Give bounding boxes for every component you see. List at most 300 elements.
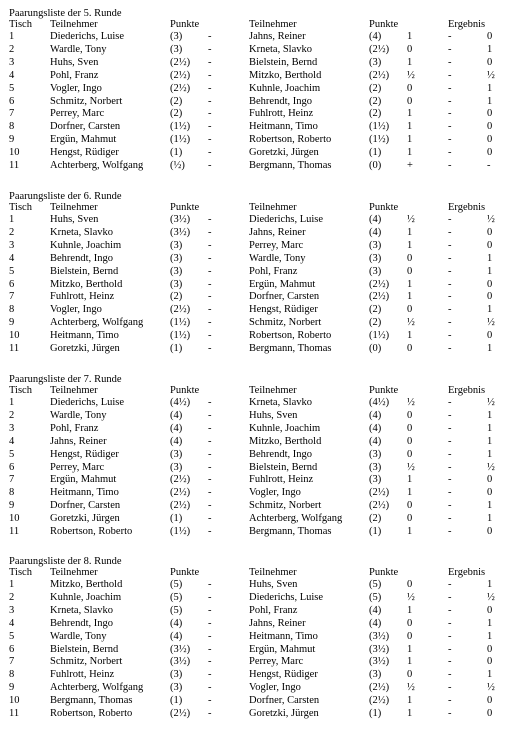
player-1-name: Vogler, Ingo [50,304,102,316]
result-player-1: 1 [407,239,413,251]
player-2-name: Kuhnle, Joachim [249,422,321,434]
table-number: 6 [9,461,15,473]
result-dash: - [448,317,452,329]
player-2-name: Behrendt, Ingo [249,95,312,107]
player-2-name: Ergün, Mahmut [249,643,316,655]
player-2-name: Mitzko, Berthold [249,69,322,81]
pairing-row [0,424,508,436]
result-dash: - [448,435,452,447]
player-1-name: Robertson, Roberto [50,708,133,719]
player-2-name: Schmitz, Norbert [249,317,322,329]
result-dash: - [448,304,452,316]
result-player-2: 1 [487,513,493,525]
pairing-dash: - [208,422,212,434]
result-dash: - [448,682,452,694]
player-2-points: (5) [369,579,382,590]
pairing-dash: - [208,591,212,603]
player-1-points: (5) [170,604,183,616]
pairing-dash: - [208,317,212,329]
player-2-points: (3) [369,448,382,460]
player-2-points: (2½) [369,487,390,499]
pairing-row [0,488,508,500]
header-punkte: Punkte [369,567,399,578]
pairing-dash: - [208,617,212,629]
table-number: 7 [9,108,15,120]
table-number: 4 [9,435,15,447]
player-2-name: Bergmann, Thomas [249,160,332,171]
pairing-row [0,58,508,70]
result-player-1: 0 [407,409,413,421]
player-2-points: (2½) [369,500,390,512]
pairing-row [0,32,508,44]
player-2-points: (4) [369,422,382,434]
pairing-row [0,411,508,423]
player-1-name: Perrey, Marc [50,461,105,473]
player-1-points: (2½) [170,69,191,81]
pairing-dash: - [208,461,212,473]
result-dash: - [448,500,452,512]
result-player-1: 1 [407,31,413,42]
player-1-name: Heitmann, Timo [50,487,119,499]
player-1-name: Ergün, Mahmut [50,474,117,486]
pairing-dash: - [208,526,212,537]
result-player-1: 1 [407,134,413,146]
player-2-points: (2½) [369,291,390,303]
player-2-points: (2) [369,317,382,329]
pairing-dash: - [208,278,212,290]
result-dash: - [448,397,452,408]
result-player-1: 1 [407,278,413,290]
header-tisch: Tisch [9,202,32,213]
player-1-name: Hengst, Rüdiger [50,448,119,460]
pairing-row [0,683,508,695]
player-1-points: (2½) [170,82,191,94]
header-punkte: Punkte [170,385,200,396]
pairing-dash: - [208,82,212,94]
result-player-2: 0 [487,31,493,42]
pairing-dash: - [208,669,212,681]
header-punkte: Punkte [170,567,200,578]
player-1-points: (2½) [170,304,191,316]
player-2-name: Achterberg, Wolfgang [249,513,343,525]
table-number: 10 [9,330,20,342]
player-2-name: Dorfner, Carsten [249,695,320,707]
table-number: 11 [9,343,20,354]
player-1-name: Achterberg, Wolfgang [50,160,144,171]
player-2-points: (3) [369,239,382,251]
table-number: 1 [9,31,15,42]
pairing-row [0,657,508,669]
pairing-row [0,45,508,57]
player-1-name: Perrey, Marc [50,108,105,120]
player-1-name: Pohl, Franz [50,422,99,434]
result-player-2: 0 [487,526,493,537]
player-1-name: Schmitz, Norbert [50,95,123,107]
pairing-dash: - [208,147,212,159]
pairing-row [0,215,508,227]
result-player-1: ½ [407,69,415,81]
table-number: 5 [9,448,15,460]
pairing-row [0,241,508,253]
player-2-points: (2) [369,95,382,107]
pairing-row [0,161,508,173]
player-2-name: Goretzki, Jürgen [249,708,319,719]
result-dash: - [448,239,452,251]
player-2-name: Fuhlrott, Heinz [249,108,314,120]
player-2-points: (4) [369,31,382,42]
header-tisch: Tisch [9,19,32,30]
table-number: 10 [9,695,20,707]
player-1-points: (2½) [170,474,191,486]
pairing-dash: - [208,448,212,460]
result-dash: - [448,591,452,603]
player-2-name: Hengst, Rüdiger [249,304,318,316]
header-teilnehmer: Teilnehmer [50,567,98,578]
player-2-name: Dorfner, Carsten [249,291,320,303]
result-player-1: 0 [407,500,413,512]
table-number: 7 [9,656,15,668]
result-player-1: ½ [407,317,415,329]
player-2-name: Krneta, Slavko [249,397,312,408]
player-1-points: (2) [170,291,183,303]
pairing-row [0,475,508,487]
player-2-points: (4) [369,617,382,629]
result-player-1: 0 [407,343,413,354]
pairing-dash: - [208,500,212,512]
table-number: 7 [9,474,15,486]
player-2-points: (3½) [369,656,390,668]
result-player-1: 1 [407,56,413,68]
pairing-row [0,254,508,266]
result-player-2: 1 [487,43,493,55]
result-player-1: 0 [407,617,413,629]
player-2-points: (4) [369,435,382,447]
result-player-2: ½ [487,69,495,81]
pairing-row [0,109,508,121]
result-player-1: 1 [407,708,413,719]
result-dash: - [448,604,452,616]
pairing-row [0,593,508,605]
table-number: 11 [9,526,20,537]
result-player-2: 1 [487,630,493,642]
result-dash: - [448,643,452,655]
result-player-2: 0 [487,643,493,655]
player-1-points: (½) [170,160,185,171]
round-title: Paarungsliste der 5. Runde [9,8,122,19]
header-teilnehmer: Teilnehmer [249,385,297,396]
player-2-points: (2½) [369,278,390,290]
table-number: 3 [9,56,15,68]
header-punkte: Punkte [170,202,200,213]
result-player-2: 0 [487,108,493,120]
result-player-2: 1 [487,669,493,681]
player-2-points: (0) [369,160,382,171]
player-1-name: Heitmann, Timo [50,330,119,342]
pairing-dash: - [208,31,212,42]
result-player-2: 0 [487,134,493,146]
player-1-points: (1) [170,513,183,525]
player-1-points: (1½) [170,526,191,537]
table-number: 10 [9,147,20,159]
table-number: 8 [9,487,15,499]
player-2-name: Robertson, Roberto [249,330,332,342]
player-2-points: (3) [369,474,382,486]
player-1-points: (1½) [170,134,191,146]
pairing-row [0,501,508,513]
player-2-points: (4) [369,409,382,421]
player-2-name: Goretzki, Jürgen [249,147,319,159]
player-2-name: Hengst, Rüdiger [249,669,318,681]
player-1-points: (3) [170,669,183,681]
player-1-name: Fuhlrott, Heinz [50,669,115,681]
table-number: 7 [9,291,15,303]
table-number: 11 [9,160,20,171]
table-number: 3 [9,604,15,616]
table-number: 5 [9,265,15,277]
header-ergebnis: Ergebnis [448,19,486,30]
result-player-1: 0 [407,304,413,316]
player-1-name: Mitzko, Berthold [50,278,123,290]
player-1-name: Fuhlrott, Heinz [50,291,115,303]
result-player-2: 1 [487,435,493,447]
pairing-dash: - [208,56,212,68]
player-2-points: (0) [369,343,382,354]
pairing-row [0,437,508,449]
pairing-row [0,148,508,160]
result-dash: - [448,31,452,42]
result-player-2: 1 [487,343,493,354]
header-teilnehmer: Teilnehmer [249,202,297,213]
player-1-points: (3) [170,448,183,460]
player-2-points: (1) [369,708,382,719]
result-player-2: 0 [487,56,493,68]
player-2-points: (3) [369,669,382,681]
pairing-dash: - [208,69,212,81]
player-2-name: Mitzko, Berthold [249,435,322,447]
header-ergebnis: Ergebnis [448,567,486,578]
player-2-points: (4) [369,226,382,238]
pairing-row [0,97,508,109]
player-2-name: Jahns, Reiner [249,617,306,629]
table-number: 5 [9,82,15,94]
result-player-1: 1 [407,147,413,159]
result-player-2: 0 [487,330,493,342]
pairing-dash: - [208,604,212,616]
result-player-1: 1 [407,526,413,537]
result-dash: - [448,147,452,159]
result-player-2: 0 [487,656,493,668]
result-player-2: 1 [487,95,493,107]
player-1-points: (4) [170,617,183,629]
header-punkte: Punkte [369,19,399,30]
table-number: 10 [9,513,20,525]
pairing-dash: - [208,95,212,107]
table-number: 4 [9,617,15,629]
pairing-dash: - [208,643,212,655]
player-1-name: Behrendt, Ingo [50,252,113,264]
pairing-row [0,514,508,526]
player-1-name: Mitzko, Berthold [50,579,123,590]
player-1-points: (2½) [170,708,191,719]
player-2-name: Heitmann, Timo [249,121,318,133]
player-1-points: (3) [170,43,183,55]
header-punkte: Punkte [369,202,399,213]
player-2-name: Bergmann, Thomas [249,343,332,354]
player-1-points: (5) [170,591,183,603]
player-1-name: Behrendt, Ingo [50,617,113,629]
player-1-points: (2½) [170,500,191,512]
result-dash: - [448,474,452,486]
result-player-2: ½ [487,397,495,408]
pairing-dash: - [208,252,212,264]
player-1-name: Schmitz, Norbert [50,656,123,668]
player-2-points: (2½) [369,69,390,81]
result-dash: - [448,422,452,434]
header-punkte: Punkte [170,19,200,30]
result-player-1: 0 [407,252,413,264]
result-dash: - [448,265,452,277]
table-number: 1 [9,397,15,408]
result-dash: - [448,656,452,668]
player-1-name: Dorfner, Carsten [50,121,121,133]
player-2-points: (2½) [369,682,390,694]
round-title: Paarungsliste der 7. Runde [9,374,122,385]
player-1-name: Kuhnle, Joachim [50,239,122,251]
table-number: 4 [9,69,15,81]
result-player-2: 1 [487,252,493,264]
pairing-row [0,709,508,721]
pairing-dash: - [208,291,212,303]
player-1-name: Krneta, Slavko [50,604,113,616]
pairing-row [0,632,508,644]
pairing-row [0,450,508,462]
table-number: 2 [9,591,15,603]
player-1-points: (3) [170,265,183,277]
pairing-dash: - [208,343,212,354]
result-dash: - [448,579,452,590]
result-player-2: 1 [487,448,493,460]
pairing-dash: - [208,160,212,171]
result-player-1: ½ [407,461,415,473]
player-1-points: (3) [170,461,183,473]
player-1-name: Diederichs, Luise [50,31,125,42]
pairing-row [0,580,508,592]
player-1-name: Ergün, Mahmut [50,134,117,146]
result-player-1: 1 [407,643,413,655]
result-player-2: 1 [487,265,493,277]
player-2-points: (2) [369,513,382,525]
player-1-points: (4) [170,422,183,434]
pairing-dash: - [208,435,212,447]
player-2-name: Pohl, Franz [249,604,298,616]
pairing-dash: - [208,695,212,707]
result-player-2: 1 [487,500,493,512]
header-tisch: Tisch [9,385,32,396]
player-1-points: (4) [170,409,183,421]
result-dash: - [448,134,452,146]
header-teilnehmer: Teilnehmer [249,567,297,578]
player-1-points: (1½) [170,121,191,133]
player-1-name: Kuhnle, Joachim [50,591,122,603]
player-1-name: Hengst, Rüdiger [50,147,119,159]
pairing-row [0,71,508,83]
result-player-2: 0 [487,474,493,486]
result-dash: - [448,82,452,94]
table-number: 6 [9,95,15,107]
pairing-dash: - [208,397,212,408]
result-player-1: 1 [407,121,413,133]
player-2-name: Behrendt, Ingo [249,448,312,460]
player-2-points: (3½) [369,643,390,655]
result-dash: - [448,252,452,264]
result-player-2: 1 [487,82,493,94]
result-dash: - [448,461,452,473]
player-2-points: (1) [369,147,382,159]
result-player-2: 0 [487,708,493,719]
table-number: 8 [9,304,15,316]
table-number: 2 [9,43,15,55]
player-2-name: Perrey, Marc [249,656,304,668]
pairing-dash: - [208,121,212,133]
player-1-name: Huhs, Sven [50,56,99,68]
player-1-points: (1½) [170,317,191,329]
result-player-2: 0 [487,278,493,290]
result-player-1: 0 [407,579,413,590]
player-1-points: (3½) [170,214,191,225]
result-player-2: ½ [487,214,495,225]
result-player-1: 0 [407,448,413,460]
result-player-2: 0 [487,695,493,707]
result-player-2: - [487,160,491,171]
player-2-points: (1) [369,526,382,537]
player-1-points: (4½) [170,397,191,408]
player-2-name: Robertson, Roberto [249,134,332,146]
table-number: 1 [9,214,15,225]
table-number: 4 [9,252,15,264]
player-1-points: (4) [170,435,183,447]
result-player-2: 0 [487,147,493,159]
player-2-name: Krneta, Slavko [249,43,312,55]
pairing-dash: - [208,656,212,668]
result-dash: - [448,56,452,68]
result-player-1: ½ [407,591,415,603]
player-2-points: (3) [369,265,382,277]
player-2-points: (5) [369,591,382,603]
player-1-name: Goretzki, Jürgen [50,343,120,354]
pairing-dash: - [208,682,212,694]
player-1-name: Wardle, Tony [50,43,107,55]
result-player-1: ½ [407,214,415,225]
pairing-dash: - [208,134,212,146]
pairing-dash: - [208,474,212,486]
player-2-name: Heitmann, Timo [249,630,318,642]
pairing-row [0,228,508,240]
result-player-1: 1 [407,474,413,486]
pairing-row [0,267,508,279]
player-2-points: (3) [369,56,382,68]
player-2-name: Bergmann, Thomas [249,526,332,537]
player-2-points: (2) [369,108,382,120]
pairing-row [0,606,508,618]
player-2-name: Wardle, Tony [249,252,306,264]
player-2-name: Jahns, Reiner [249,31,306,42]
player-1-points: (2) [170,95,183,107]
player-1-points: (3) [170,278,183,290]
player-1-name: Dorfner, Carsten [50,500,121,512]
pairing-dash: - [208,579,212,590]
result-player-2: 0 [487,239,493,251]
table-number: 11 [9,708,20,719]
